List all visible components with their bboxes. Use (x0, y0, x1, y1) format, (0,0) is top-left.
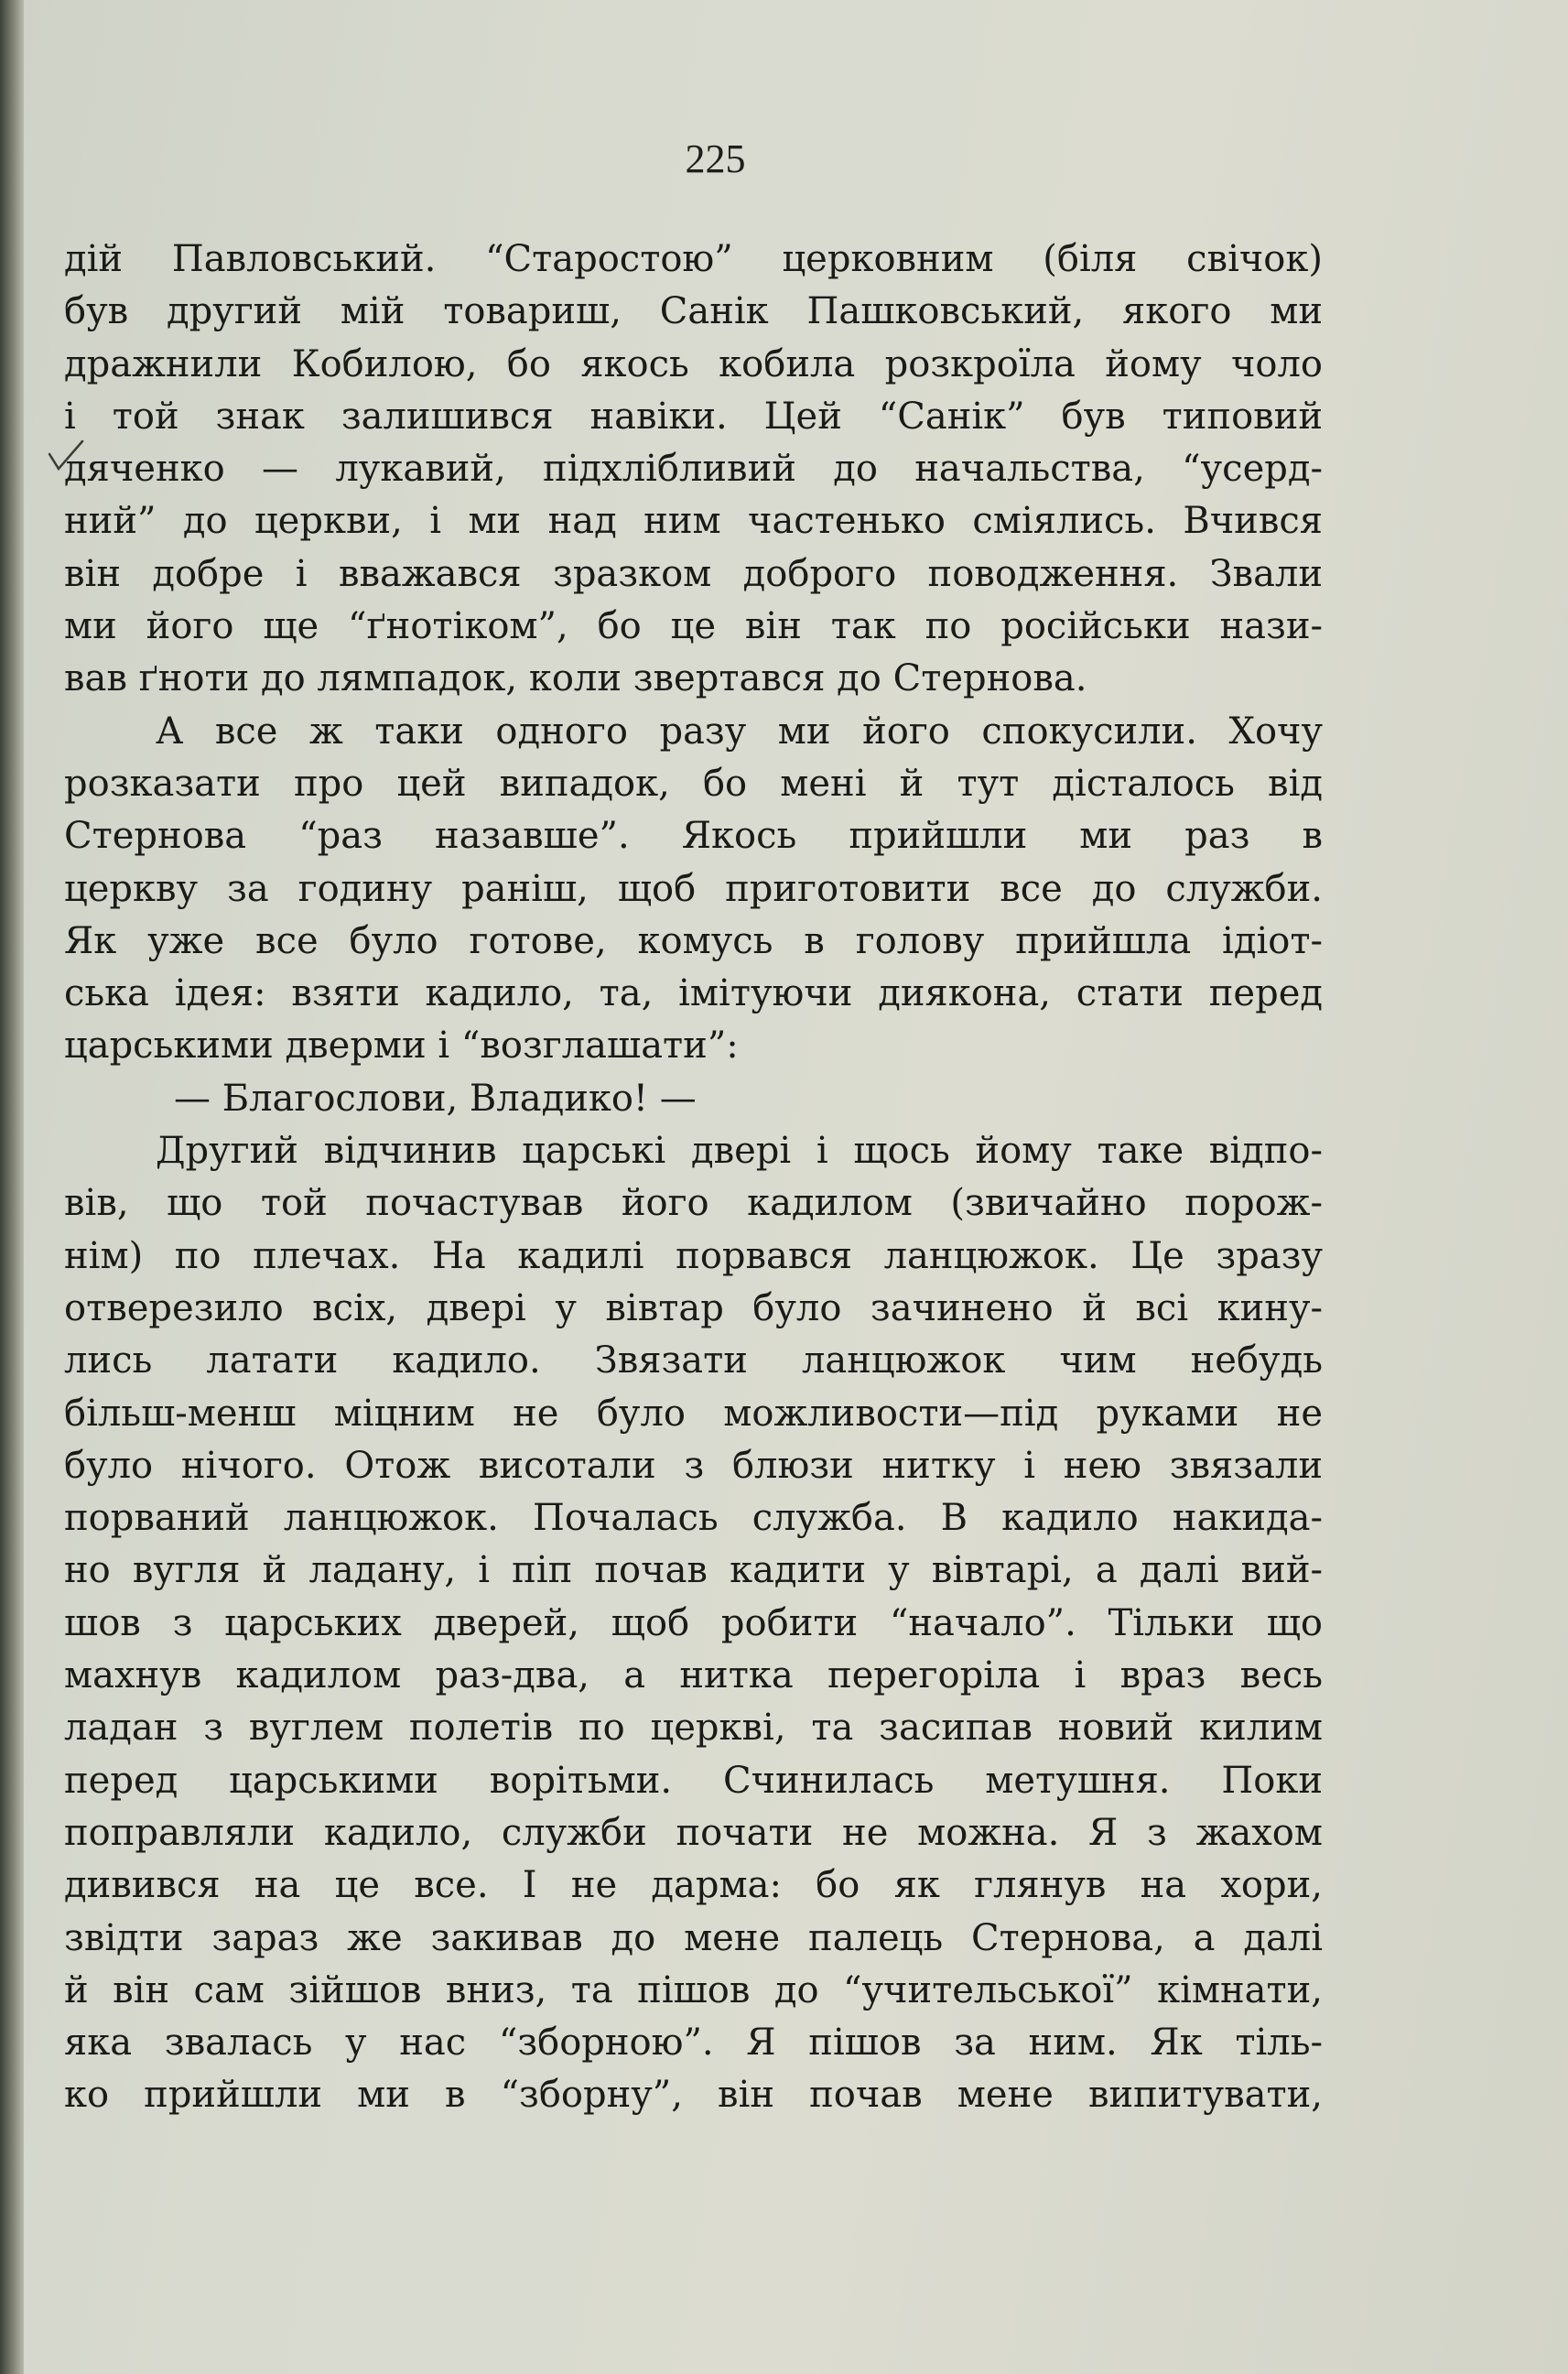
text-line: вав ґноти до лямпадок, коли звертався до Стернова. (64, 657, 1087, 700)
text-line: дяченко — лукавий, підхлібливий до начальства, “усерд- (64, 448, 1323, 491)
text-line: ний” до церкви, і ми над ним частенько сміялись. Вчився (64, 500, 1323, 543)
page-binding-edge (0, 0, 24, 2374)
text-line: розказати про цей випадок, бо мені й тут дісталось від (64, 762, 1323, 805)
text-line: церкву за годину раніш, щоб приготовити все до служби. (64, 867, 1323, 910)
text-line: шов з царських дверей, щоб робити “начало”. Тільки що (64, 1601, 1323, 1644)
body-text (64, 233, 1323, 2122)
text-line: вів, що той почастував його кадилом (звичайно порож- (64, 1182, 1323, 1225)
text-line: звідти зараз же закивав до мене палець Стернова, а далі (64, 1916, 1323, 1959)
text-line: більш-менш міцним не було можливости—під руками не (64, 1392, 1323, 1435)
text-line: і той знак залишився навіки. Цей “Санік” був типовий (64, 395, 1323, 438)
text-line: но вугля й ладану, і піп почав кадити у вівтарі, а далі вий- (64, 1549, 1323, 1592)
text-line: дивився на це все. І не дарма: бо як глянув на хори, (64, 1864, 1323, 1907)
text-line: Другий відчинив царські двері і щось йому таке відпо- (156, 1130, 1323, 1173)
text-line: поправляли кадило, служби почати не можна. Я з жахом (64, 1811, 1323, 1854)
text-line: ко прийшли ми в “зборну”, він почав мене випитувати, (64, 2074, 1323, 2117)
text-line: й він сам зійшов вниз, та пішов до “учительської” кімнати, (64, 1968, 1323, 2011)
text-line: нім) по плечах. На кадилі порвався ланцюжок. Це зразу (64, 1234, 1323, 1277)
text-line: махнув кадилом раз-два, а нитка перегоріла і враз весь (64, 1654, 1323, 1697)
text-line: був другий мій товариш, Санік Пашковський, якого ми (64, 290, 1323, 333)
text-line: порваний ланцюжок. Почалась служба. В кадило накида- (64, 1497, 1323, 1540)
text-line: дражнили Кобилою, бо якось кобила розкроїла йому чоло (64, 342, 1323, 385)
text-line: перед царськими ворітьми. Счинилась метушня. Поки (64, 1759, 1323, 1802)
text-line: ладан з вуглем полетів по церкві, та засипав новий килим (64, 1707, 1323, 1750)
text-line: дій Павловський. “Старостою” церковним (біля свічок) (64, 238, 1323, 280)
text-line: він добре і вважався зразком доброго поводження. Звали (64, 552, 1323, 595)
text-line: Як уже все було готове, комусь в голову прийшла ідіот- (64, 919, 1323, 962)
text-line: яка звалась у нас “зборною”. Я пішов за ним. Як тіль- (64, 2022, 1323, 2065)
text-line: було нічого. Отож висотали з блюзи нитку і нею звязали (64, 1444, 1323, 1487)
text-line: лись латати кадило. Звязати ланцюжок чим небудь (64, 1339, 1323, 1382)
text-line: отверезило всіх, двері у вівтар було зачинено й всі кину- (64, 1286, 1323, 1329)
text-line: ська ідея: взяти кадило, та, імітуючи диякона, стати перед (64, 972, 1323, 1015)
text-line: царськими дверми і “возглашати”: (64, 1024, 739, 1068)
page-number: 225 (685, 136, 746, 181)
text-line: А все ж таки одного разу ми його спокусили. Хочу (156, 710, 1323, 753)
text-line: ми його ще “ґнотіком”, бо це він так по російськи нази- (64, 605, 1323, 648)
dialogue-line: — Благослови, Владико! — (174, 1077, 697, 1120)
text-line: Стернова “раз назавше”. Якось прийшли ми раз в (64, 815, 1323, 858)
